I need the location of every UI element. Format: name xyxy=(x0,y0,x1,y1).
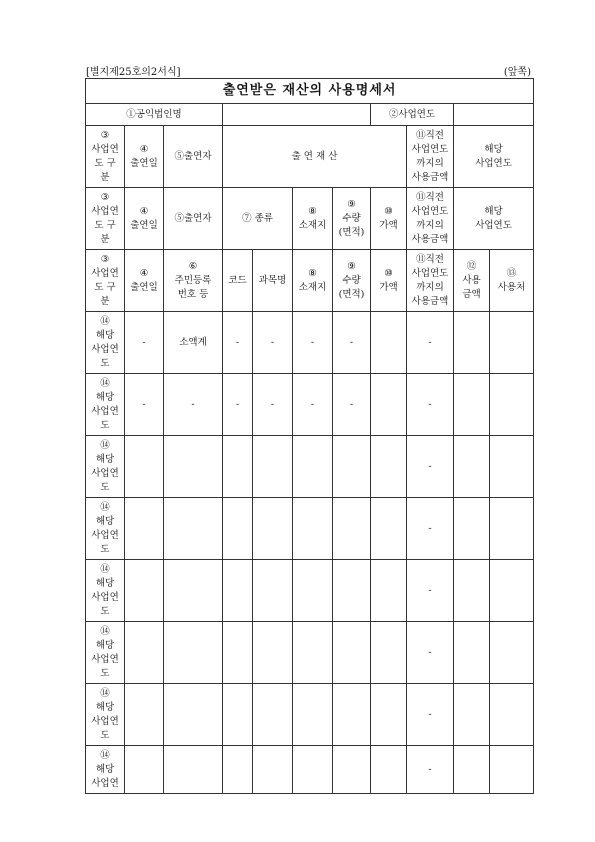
corp-name-value[interactable] xyxy=(223,104,371,126)
table-row xyxy=(86,684,534,746)
value-cell[interactable] xyxy=(371,436,407,498)
code-cell[interactable] xyxy=(223,684,253,746)
value-cell[interactable] xyxy=(371,312,407,374)
usage-amount-header: ⑫ 사용 금액 xyxy=(454,250,490,312)
year-class-header: ③ 사업연 도 구 분 xyxy=(86,126,125,188)
usage-amount-cell[interactable] xyxy=(454,436,490,498)
location-cell[interactable] xyxy=(293,622,333,684)
location-header: ⑧ 소재지 xyxy=(293,188,333,250)
resident-number-cell[interactable] xyxy=(164,560,223,622)
document-title: 출연받은 재산의 사용명세서 xyxy=(86,79,534,104)
code-cell[interactable] xyxy=(223,436,253,498)
usage-place-cell[interactable] xyxy=(490,684,534,746)
business-year-row-label: ⑭ 해당 사업연 xyxy=(86,746,125,794)
usage-amount-cell[interactable] xyxy=(454,560,490,622)
business-year-row-label: ⑭ 해당 사업연 도 xyxy=(86,622,125,684)
account-name-cell[interactable] xyxy=(253,498,293,560)
prior-usage-cell[interactable]: - xyxy=(407,746,454,794)
contribution-date-cell[interactable] xyxy=(125,622,164,684)
business-year-row-label: ⑭ 해당 사업연 도 xyxy=(86,436,125,498)
account-name-cell[interactable] xyxy=(253,560,293,622)
location-header: ⑧ 소재지 xyxy=(293,250,333,312)
prior-usage-cell[interactable]: - xyxy=(407,374,454,436)
prior-usage-cell[interactable]: - xyxy=(407,312,454,374)
corp-name-label: ①공익법인명 xyxy=(86,104,223,126)
business-year-label: ②사업연도 xyxy=(371,104,454,126)
quantity-cell[interactable]: - xyxy=(333,374,371,436)
prior-usage-header: ⑪직전 사업연도 까지의 사용금액 xyxy=(407,188,454,250)
usage-amount-cell[interactable] xyxy=(454,684,490,746)
quantity-cell[interactable]: - xyxy=(333,312,371,374)
quantity-cell[interactable] xyxy=(333,684,371,746)
usage-place-cell[interactable] xyxy=(490,374,534,436)
form-number: [별지제25호의2서식] xyxy=(86,67,181,78)
prior-usage-cell[interactable]: - xyxy=(407,498,454,560)
location-cell[interactable]: - xyxy=(293,312,333,374)
contributed-property-header: 출 연 재 산 xyxy=(223,126,407,188)
usage-place-cell[interactable] xyxy=(490,498,534,560)
prior-usage-header: ⑪직전 사업연도 까지의 사용금액 xyxy=(407,250,454,312)
prior-usage-cell[interactable]: - xyxy=(407,560,454,622)
quantity-cell[interactable] xyxy=(333,746,371,794)
contribution-date-cell[interactable] xyxy=(125,746,164,794)
account-name-cell[interactable]: - xyxy=(253,312,293,374)
usage-amount-cell[interactable] xyxy=(454,746,490,794)
contributor-header: ⑤출연자 xyxy=(164,126,223,188)
table-row xyxy=(86,312,534,374)
prior-usage-cell[interactable]: - xyxy=(407,622,454,684)
usage-place-header: ⑬ 사용처 xyxy=(490,250,534,312)
business-year-row-label: ⑭ 해당 사업연 도 xyxy=(86,498,125,560)
table-row xyxy=(86,746,534,794)
table-row xyxy=(86,560,534,622)
current-year-header: 해당 사업연도 xyxy=(454,126,534,188)
contribution-date-header: ④ 출연일 xyxy=(125,126,164,188)
quantity-header: ⑨ 수량 (면적) xyxy=(333,188,371,250)
account-name-cell[interactable]: - xyxy=(253,374,293,436)
prior-usage-header: ⑪직전 사업연도 까지의 사용금액 xyxy=(407,126,454,188)
contribution-date-header: ④ 출연일 xyxy=(125,188,164,250)
location-cell[interactable]: - xyxy=(293,374,333,436)
table-row xyxy=(86,374,534,436)
value-cell[interactable] xyxy=(371,374,407,436)
usage-place-cell[interactable] xyxy=(490,560,534,622)
value-cell[interactable] xyxy=(371,746,407,794)
value-cell[interactable] xyxy=(371,560,407,622)
table-row xyxy=(86,436,534,498)
location-cell[interactable] xyxy=(293,436,333,498)
business-year-row-label: ⑭ 해당 사업연 도 xyxy=(86,684,125,746)
usage-place-cell[interactable] xyxy=(490,312,534,374)
quantity-cell[interactable] xyxy=(333,498,371,560)
contribution-date-header: ④ 출연일 xyxy=(125,250,164,312)
business-year-value[interactable] xyxy=(454,104,534,126)
current-year-header: 해당 사업연도 xyxy=(454,188,534,250)
year-class-header: ③ 사업연 도 구 분 xyxy=(86,250,125,312)
resident-number-cell[interactable] xyxy=(164,622,223,684)
resident-number-cell[interactable]: - xyxy=(164,374,223,436)
location-cell[interactable] xyxy=(293,498,333,560)
usage-amount-cell[interactable] xyxy=(454,374,490,436)
code-cell[interactable] xyxy=(223,746,253,794)
year-class-header: ③ 사업연 도 구 분 xyxy=(86,188,125,250)
prior-usage-cell[interactable]: - xyxy=(407,436,454,498)
business-year-row-label: ⑭ 해당 사업연 도 xyxy=(86,560,125,622)
data-rows xyxy=(86,312,534,794)
resident-number-cell[interactable] xyxy=(164,746,223,794)
usage-statement-table xyxy=(85,78,534,794)
code-cell[interactable] xyxy=(223,622,253,684)
usage-amount-cell[interactable] xyxy=(454,312,490,374)
value-cell[interactable] xyxy=(371,622,407,684)
business-year-row-label: ⑭ 해당 사업연 도 xyxy=(86,374,125,436)
value-header: ⑩ 가액 xyxy=(371,188,407,250)
prior-usage-cell[interactable]: - xyxy=(407,684,454,746)
table-row xyxy=(86,498,534,560)
quantity-header: ⑨ 수량 (면적) xyxy=(333,250,371,312)
table-row xyxy=(86,622,534,684)
location-cell[interactable] xyxy=(293,560,333,622)
account-name-header: 과목명 xyxy=(253,250,293,312)
contribution-date-cell[interactable] xyxy=(125,684,164,746)
contribution-date-cell[interactable] xyxy=(125,436,164,498)
code-cell[interactable] xyxy=(223,560,253,622)
resident-number-cell[interactable] xyxy=(164,684,223,746)
contribution-date-cell[interactable] xyxy=(125,560,164,622)
account-name-cell[interactable] xyxy=(253,684,293,746)
code-cell[interactable]: - xyxy=(223,374,253,436)
code-header: 코드 xyxy=(223,250,253,312)
business-year-row-label: ⑭ 해당 사업연 도 xyxy=(86,312,125,374)
location-cell[interactable] xyxy=(293,684,333,746)
usage-place-cell[interactable] xyxy=(490,622,534,684)
usage-amount-cell[interactable] xyxy=(454,498,490,560)
value-cell[interactable] xyxy=(371,684,407,746)
code-cell[interactable]: - xyxy=(223,312,253,374)
resident-number-cell[interactable] xyxy=(164,498,223,560)
contribution-date-cell[interactable] xyxy=(125,498,164,560)
resident-number-cell[interactable] xyxy=(164,436,223,498)
usage-place-cell[interactable] xyxy=(490,436,534,498)
resident-number-header: ⑥ 주민등록 번호 등 xyxy=(164,250,223,312)
property-type-header: ⑦ 종류 xyxy=(223,188,293,250)
account-name-cell[interactable] xyxy=(253,746,293,794)
usage-place-cell[interactable] xyxy=(490,746,534,794)
quantity-cell[interactable] xyxy=(333,560,371,622)
value-cell[interactable] xyxy=(371,498,407,560)
account-name-cell[interactable] xyxy=(253,622,293,684)
resident-number-cell[interactable]: 소액계 xyxy=(164,312,223,374)
value-header: ⑩ 가액 xyxy=(371,250,407,312)
code-cell[interactable] xyxy=(223,498,253,560)
usage-amount-cell[interactable] xyxy=(454,622,490,684)
quantity-cell[interactable] xyxy=(333,436,371,498)
contributor-header: ⑤출연자 xyxy=(164,188,223,250)
quantity-cell[interactable] xyxy=(333,622,371,684)
contribution-date-cell[interactable]: - xyxy=(125,374,164,436)
location-cell[interactable] xyxy=(293,746,333,794)
contribution-date-cell[interactable]: - xyxy=(125,312,164,374)
account-name-cell[interactable] xyxy=(253,436,293,498)
page-side-label: (앞쪽) xyxy=(503,67,531,78)
